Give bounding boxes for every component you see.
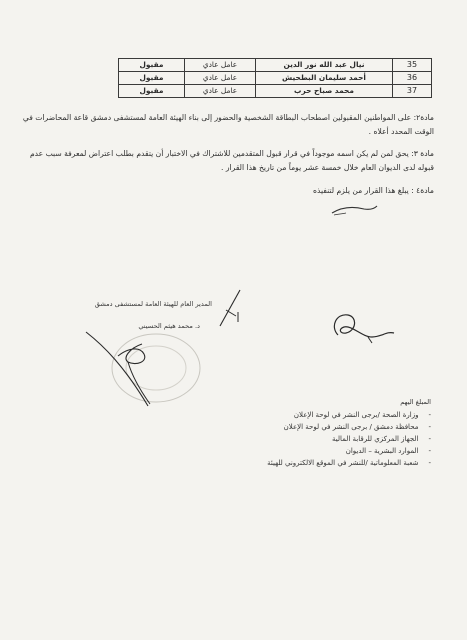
director-signature	[84, 326, 184, 416]
article-4: مادة٤ : يبلغ هذا القرار من يلزم لتنفيذه	[313, 186, 434, 195]
recipient-label: وزارة الصحة /برجى النشر في لوحة الإعلان	[293, 411, 419, 419]
recipient-label: الجهاز المركزي للرقابة المالية	[332, 435, 419, 443]
recipient-label: محافظة دمشق / برجى النشر في لوحة الإعلان	[283, 423, 419, 431]
list-item: -وزارة الصحة /برجى النشر في لوحة الإعلان	[293, 411, 431, 419]
status-cell: مقبول	[119, 72, 185, 85]
list-item: -الموارد البشرية – الديوان	[345, 447, 431, 455]
applicant-name: محمد صباح حرب	[256, 85, 393, 98]
signature-right	[328, 307, 400, 347]
status-cell: مقبول	[119, 85, 185, 98]
row-number: 35	[393, 59, 432, 72]
applicant-name: أحمد سليمان البطحيش	[256, 72, 393, 85]
article-3: مادة ٣: يحق لمن لم يكن اسمه موجوداً في قرار قبول المتقدمين للاشتراك في الاختبار أن يتقدم بطلب اعتراض لمعرفة سبب عدم قبوله لدى الديوان العام خلال خمسة عشر يوماً من تاريخ هذا القرار .	[29, 149, 434, 172]
job-title: عامل عادي	[185, 59, 256, 72]
director-name: د. محمد هيثم الحسيني	[138, 322, 200, 330]
results-table	[118, 58, 432, 98]
article-2: مادة٢: على المواطنين المقبولين اصطحاب البطاقة الشخصية والحضور إلى بناء الهيئة العامة لمستشفى دمشق قاعة المحاضرات في الوقت المحدد أعلاه .	[22, 113, 434, 136]
recipient-label: شعبة المعلوماتية /للنشر في الموقع الالكتروني للهيئة	[267, 459, 419, 467]
row-number: 36	[393, 72, 432, 85]
job-title: عامل عادي	[185, 72, 256, 85]
list-item: -شعبة المعلوماتية /للنشر في الموقع الالكتروني للهيئة	[267, 459, 431, 467]
row-number: 37	[393, 85, 432, 98]
job-title: عامل عادي	[185, 85, 256, 98]
initial-mark	[330, 203, 380, 217]
director-title: المدير العام للهيئة العامة لمستشفى دمشق	[94, 300, 212, 308]
list-item: -الجهاز المركزي للرقابة المالية	[332, 435, 431, 443]
initial-mark-center	[212, 286, 248, 332]
table-row	[119, 59, 432, 72]
applicant-name: نيال عبد الله نور الدين	[256, 59, 393, 72]
table-row	[119, 72, 432, 85]
recipient-label: الموارد البشرية – الديوان	[345, 447, 419, 455]
recipients-heading: المبلغ اليهم	[400, 398, 431, 406]
list-item: -محافظة دمشق / برجى النشر في لوحة الإعلان	[283, 423, 431, 431]
status-cell: مقبول	[119, 59, 185, 72]
recipients-list	[191, 409, 431, 469]
table-row	[119, 85, 432, 98]
